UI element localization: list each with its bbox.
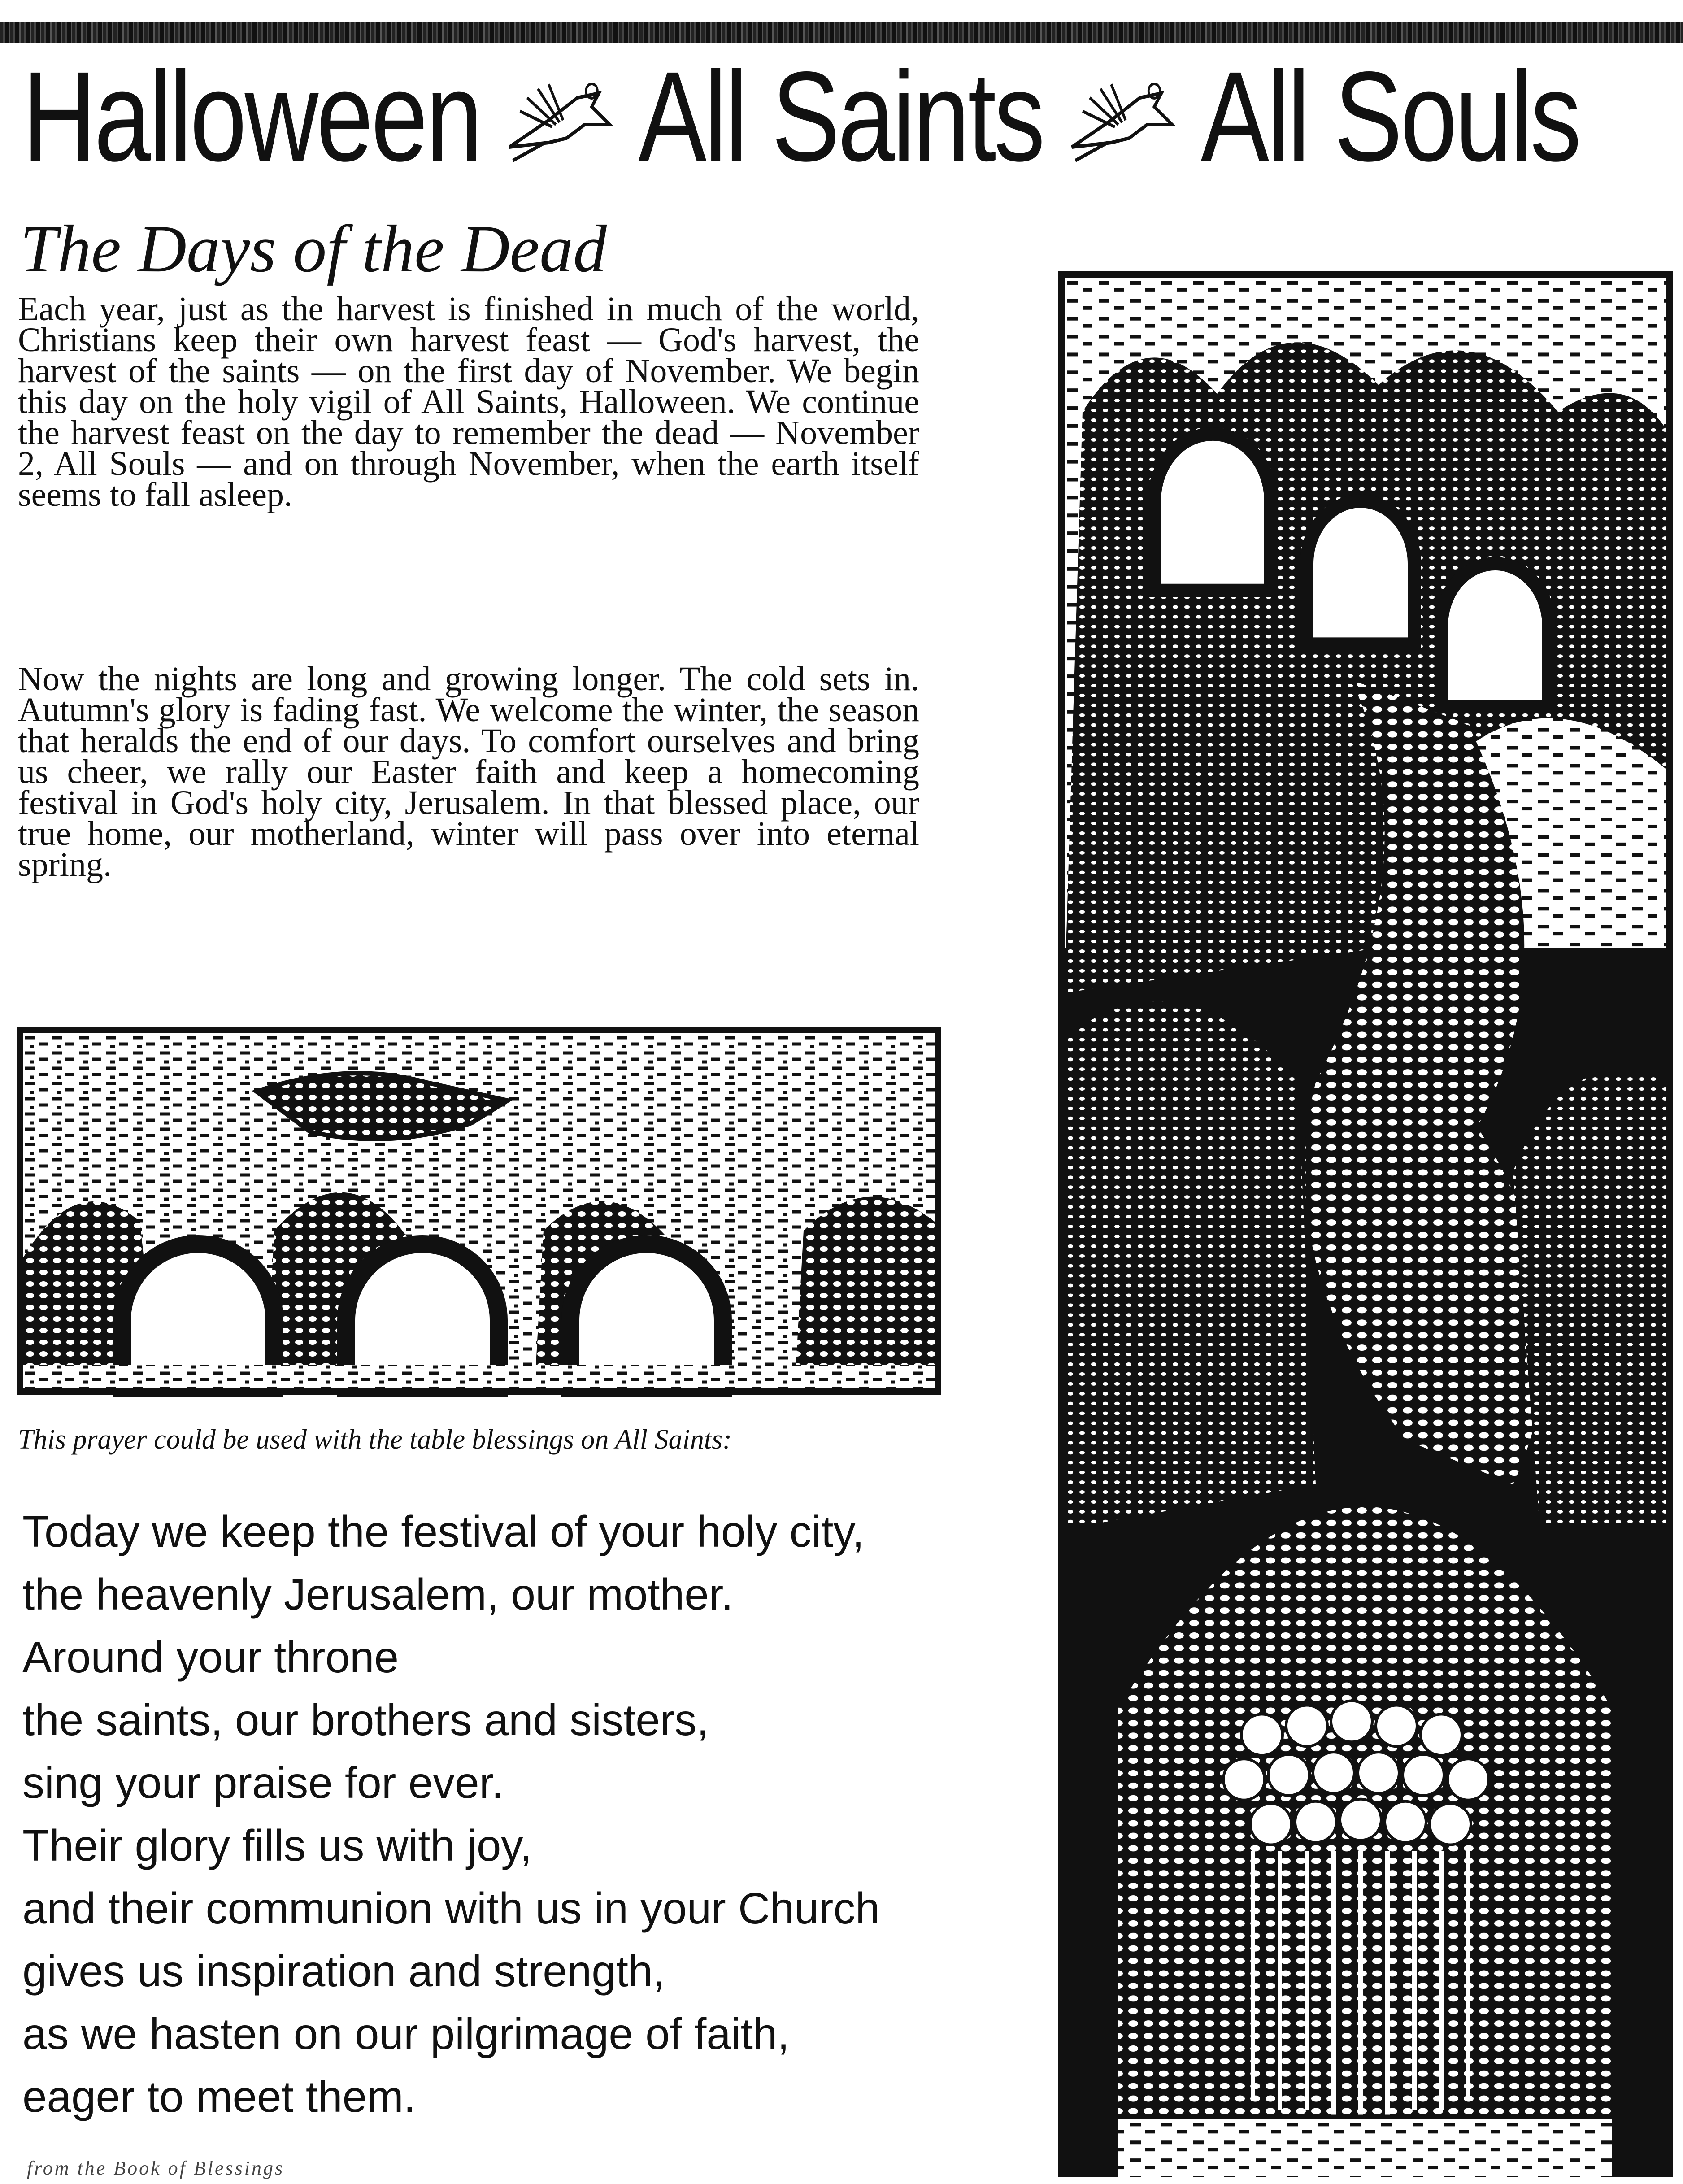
flying-angel-icon	[505, 61, 613, 168]
prayer-line: Their glory fills us with joy,	[22, 1821, 532, 1870]
prayer-line: Around your throne	[22, 1632, 399, 1682]
prayer-line: eager to meet them.	[22, 2072, 416, 2121]
masthead-halloween: Halloween	[22, 45, 481, 188]
prayer-line: gives us inspiration and strength,	[22, 1946, 665, 1996]
prayer-line: the saints, our brothers and sisters,	[22, 1695, 709, 1745]
prayer-line: Today we keep the festival of your holy city,	[22, 1507, 865, 1556]
paragraph-2: Now the nights are long and growing longer. The cold sets in. Autumn's glory is fading fast. We welcome the winter, the season that heralds the end of our days. To comfort ourselves and bring us cheer, we rally our Easter faith and keep a homecoming festival in God's holy city, Jerusalem. In that blessed place, our true home, our motherland, winter will pass over into eternal spring.	[18, 660, 919, 883]
prayer-caption: This prayer could be used with the table blessings on All Saints:	[18, 1424, 732, 1455]
banner-woodcut-illustration	[17, 1027, 941, 1395]
masthead-all-souls: All Souls	[1200, 45, 1579, 188]
prayer-text	[22, 1500, 1031, 2128]
masthead-all-saints: All Saints	[638, 45, 1043, 188]
prayer-line: sing your praise for ever.	[22, 1758, 504, 1807]
source-credit: from the Book of Blessings	[27, 2157, 285, 2179]
masthead-rule	[0, 22, 1683, 43]
masthead	[22, 43, 1579, 191]
article-title: The Days of the Dead	[20, 212, 607, 286]
flying-angel-icon	[1068, 61, 1176, 168]
prayer-line: the heavenly Jerusalem, our mother.	[22, 1570, 734, 1619]
prayer-line: and their communion with us in your Church	[22, 1884, 880, 1933]
paragraph-1: Each year, just as the harvest is finished in much of the world, Christians keep their own harvest feast — God's harvest, the harvest of the saints — on the first day of November. We begin this day on the holy vigil of All Saints, Halloween. We continue the harvest feast on the day to remember the dead — November 2, All Souls — and on through November, when the earth itself seems to fall asleep.	[18, 290, 919, 513]
tall-woodcut-illustration	[1058, 271, 1673, 2177]
prayer-line: as we hasten on our pilgrimage of faith,	[22, 2009, 790, 2058]
